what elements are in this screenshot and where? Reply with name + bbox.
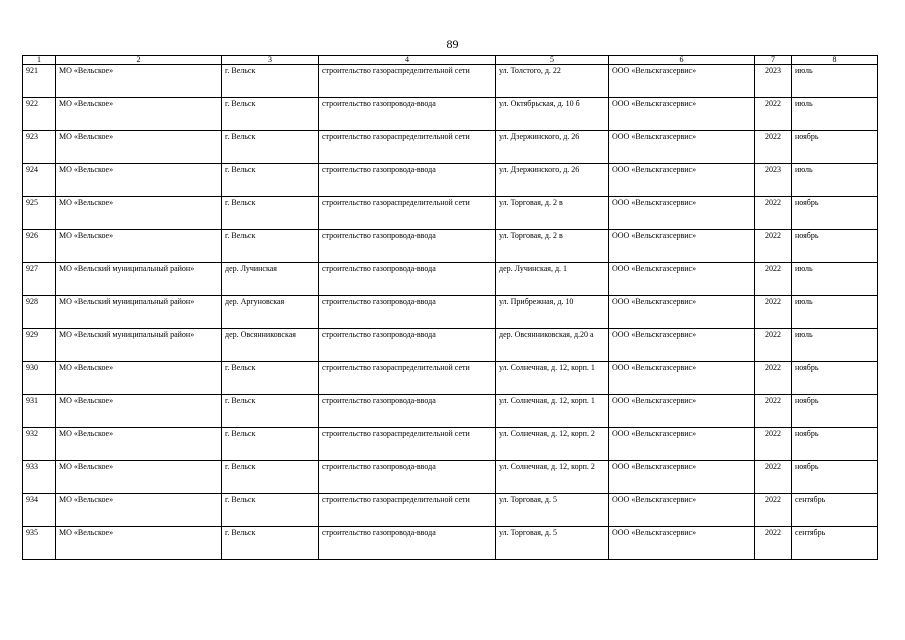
contractor-cell: ООО «Вельскгазсервис» [609,461,755,494]
municipality-cell: МО «Вельский муниципальный район» [56,329,222,362]
year-cell: 2022 [755,131,792,164]
year-cell: 2022 [755,461,792,494]
month-cell: сентябрь [792,527,878,560]
column-number: 2 [56,56,222,65]
municipality-cell: МО «Вельское» [56,461,222,494]
settlement-cell: г. Вельск [222,197,319,230]
table-row [23,197,878,230]
contractor-cell: ООО «Вельскгазсервис» [609,263,755,296]
table-row [23,263,878,296]
settlement-cell: дер. Лучинская [222,263,319,296]
column-number: 4 [319,56,496,65]
row-number-cell: 924 [23,164,56,197]
settlement-cell: г. Вельск [222,362,319,395]
municipality-cell: МО «Вельское» [56,395,222,428]
column-number: 6 [609,56,755,65]
month-cell: июль [792,164,878,197]
row-number-cell: 928 [23,296,56,329]
year-cell: 2022 [755,329,792,362]
year-cell: 2022 [755,296,792,329]
year-cell: 2022 [755,428,792,461]
table-row [23,65,878,98]
settlement-cell: дер. Овсянниковская [222,329,319,362]
municipality-cell: МО «Вельский муниципальный район» [56,263,222,296]
settlement-cell: г. Вельск [222,98,319,131]
settlement-cell: г. Вельск [222,230,319,263]
address-cell: ул. Солнечная, д. 12, корп. 2 [496,428,609,461]
municipality-cell: МО «Вельское» [56,131,222,164]
contractor-cell: ООО «Вельскгазсервис» [609,98,755,131]
table-row [23,131,878,164]
contractor-cell: ООО «Вельскгазсервис» [609,164,755,197]
row-number-cell: 925 [23,197,56,230]
year-cell: 2022 [755,197,792,230]
column-number: 7 [755,56,792,65]
year-cell: 2022 [755,230,792,263]
contractor-cell: ООО «Вельскгазсервис» [609,494,755,527]
table-row [23,461,878,494]
address-cell: ул. Солнечная, д. 12, корп. 1 [496,362,609,395]
municipality-cell: МО «Вельское» [56,527,222,560]
work-type-cell: строительство газопровода-ввода [319,296,496,329]
month-cell: июль [792,329,878,362]
row-number-cell: 934 [23,494,56,527]
municipality-cell: МО «Вельское» [56,362,222,395]
year-cell: 2022 [755,527,792,560]
row-number-cell: 927 [23,263,56,296]
row-number-cell: 935 [23,527,56,560]
address-cell: дер. Овсянниковская, д.20 а [496,329,609,362]
month-cell: ноябрь [792,362,878,395]
address-cell: ул. Торговая, д. 2 в [496,197,609,230]
contractor-cell: ООО «Вельскгазсервис» [609,131,755,164]
contractor-cell: ООО «Вельскгазсервис» [609,296,755,329]
settlement-cell: г. Вельск [222,428,319,461]
year-cell: 2022 [755,362,792,395]
address-cell: ул. Торговая, д. 5 [496,494,609,527]
table-row [23,494,878,527]
column-number-row [23,56,878,65]
settlement-cell: г. Вельск [222,131,319,164]
municipality-cell: МО «Вельское» [56,98,222,131]
work-type-cell: строительство газопровода-ввода [319,395,496,428]
work-type-cell: строительство газопровода-ввода [319,527,496,560]
table-row [23,428,878,461]
municipality-cell: МО «Вельский муниципальный район» [56,296,222,329]
column-number: 3 [222,56,319,65]
row-number-cell: 932 [23,428,56,461]
address-cell: дер. Лучинская, д. 1 [496,263,609,296]
municipality-cell: МО «Вельское» [56,197,222,230]
work-type-cell: строительство газораспределительной сети [319,428,496,461]
year-cell: 2023 [755,164,792,197]
month-cell: сентябрь [792,494,878,527]
municipality-cell: МО «Вельское» [56,428,222,461]
year-cell: 2022 [755,98,792,131]
address-cell: ул. Дзержинского, д. 26 [496,164,609,197]
work-type-cell: строительство газораспределительной сети [319,197,496,230]
month-cell: июль [792,296,878,329]
settlement-cell: г. Вельск [222,527,319,560]
municipality-cell: МО «Вельское» [56,230,222,263]
address-cell: ул. Прибрежная, д. 10 [496,296,609,329]
row-number-cell: 926 [23,230,56,263]
contractor-cell: ООО «Вельскгазсервис» [609,362,755,395]
month-cell: июль [792,65,878,98]
row-number-cell: 922 [23,98,56,131]
contractor-cell: ООО «Вельскгазсервис» [609,395,755,428]
work-type-cell: строительство газопровода-ввода [319,98,496,131]
table-row [23,329,878,362]
column-number: 1 [23,56,56,65]
year-cell: 2023 [755,65,792,98]
month-cell: июль [792,263,878,296]
table-row [23,98,878,131]
table-row [23,362,878,395]
row-number-cell: 921 [23,65,56,98]
column-number: 8 [792,56,878,65]
work-type-cell: строительство газораспределительной сети [319,362,496,395]
settlement-cell: дер. Аргуновская [222,296,319,329]
month-cell: ноябрь [792,131,878,164]
month-cell: июль [792,98,878,131]
municipality-cell: МО «Вельское» [56,65,222,98]
table-row [23,230,878,263]
month-cell: ноябрь [792,230,878,263]
row-number-cell: 931 [23,395,56,428]
table-row [23,395,878,428]
contractor-cell: ООО «Вельскгазсервис» [609,428,755,461]
column-number: 5 [496,56,609,65]
work-type-cell: строительство газопровода-ввода [319,263,496,296]
work-type-cell: строительство газопровода-ввода [319,461,496,494]
contractor-cell: ООО «Вельскгазсервис» [609,65,755,98]
work-type-cell: строительство газопровода-ввода [319,164,496,197]
contractor-cell: ООО «Вельскгазсервис» [609,329,755,362]
municipality-cell: МО «Вельское» [56,494,222,527]
address-cell: ул. Торговая, д. 5 [496,527,609,560]
settlement-cell: г. Вельск [222,164,319,197]
work-type-cell: строительство газораспределительной сети [319,494,496,527]
contractor-cell: ООО «Вельскгазсервис» [609,197,755,230]
address-cell: ул. Октябрьская, д. 10 б [496,98,609,131]
settlement-cell: г. Вельск [222,461,319,494]
year-cell: 2022 [755,494,792,527]
municipality-cell: МО «Вельское» [56,164,222,197]
row-number-cell: 929 [23,329,56,362]
work-type-cell: строительство газопровода-ввода [319,329,496,362]
address-cell: ул. Толстого, д. 22 [496,65,609,98]
settlement-cell: г. Вельск [222,65,319,98]
contractor-cell: ООО «Вельскгазсервис» [609,230,755,263]
month-cell: ноябрь [792,197,878,230]
address-cell: ул. Солнечная, д. 12, корп. 1 [496,395,609,428]
month-cell: ноябрь [792,428,878,461]
address-cell: ул. Торговая, д. 2 в [496,230,609,263]
table-row [23,164,878,197]
row-number-cell: 930 [23,362,56,395]
row-number-cell: 933 [23,461,56,494]
work-type-cell: строительство газопровода-ввода [319,230,496,263]
month-cell: ноябрь [792,461,878,494]
work-type-cell: строительство газораспределительной сети [319,65,496,98]
month-cell: ноябрь [792,395,878,428]
address-cell: ул. Дзержинского, д. 26 [496,131,609,164]
settlement-cell: г. Вельск [222,395,319,428]
settlement-cell: г. Вельск [222,494,319,527]
address-cell: ул. Солнечная, д. 12, корп. 2 [496,461,609,494]
contractor-cell: ООО «Вельскгазсервис» [609,527,755,560]
row-number-cell: 923 [23,131,56,164]
year-cell: 2022 [755,263,792,296]
year-cell: 2022 [755,395,792,428]
table-row [23,296,878,329]
table-row [23,527,878,560]
work-type-cell: строительство газораспределительной сети [319,131,496,164]
register-table [22,55,878,560]
table-body [23,65,878,560]
page-number: 89 [446,37,459,51]
